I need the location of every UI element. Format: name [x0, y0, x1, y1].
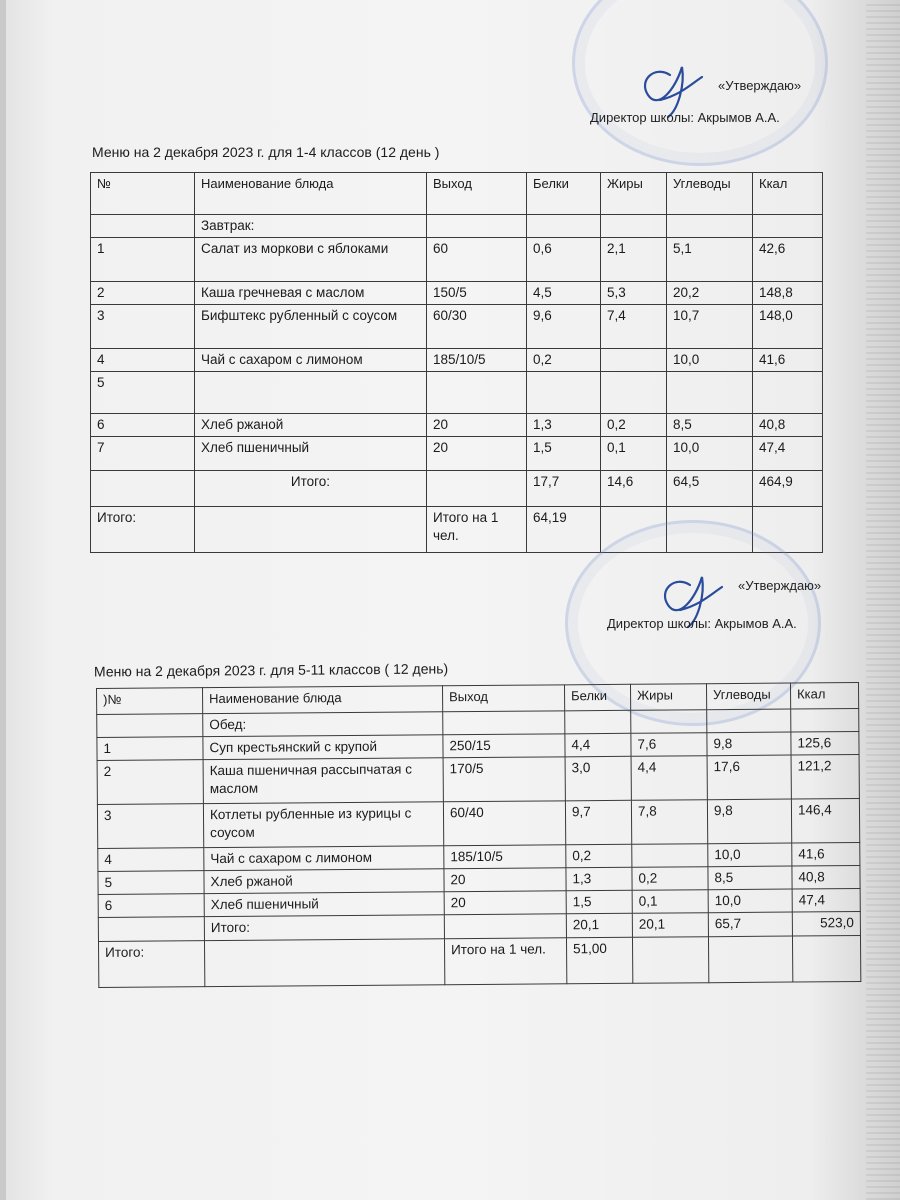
- portion: 20: [427, 414, 527, 437]
- table-row: [91, 305, 823, 349]
- row-number: 2: [97, 760, 203, 805]
- meal-label: Завтрак:: [195, 215, 427, 238]
- carbs: 20,2: [667, 282, 753, 305]
- kcal: 125,6: [791, 732, 859, 756]
- dish-name: Чай с сахаром с лимоном: [204, 846, 444, 871]
- meal-label: Обед:: [203, 712, 443, 737]
- protein: 3,0: [565, 756, 631, 801]
- dish-name: Хлеб пшеничный: [204, 892, 444, 917]
- header-cell: Выход: [442, 685, 564, 712]
- subtotal-carbs: 64,5: [667, 471, 753, 507]
- protein: 0,6: [527, 238, 601, 282]
- kcal: 47,4: [792, 889, 860, 913]
- kcal: 40,8: [792, 866, 860, 890]
- per-person-label: Итого на 1 чел.: [427, 507, 527, 553]
- protein: 9,6: [527, 305, 601, 349]
- fat: 0,2: [632, 867, 708, 891]
- carbs: [667, 372, 753, 414]
- page-scan-noise-right: [866, 0, 900, 1200]
- dish-name: Каша пшеничная рассыпчатая с маслом: [203, 758, 443, 804]
- director-name: Директор школы: Акрымов А.А.: [590, 110, 780, 125]
- carbs: 8,5: [667, 414, 753, 437]
- menu-title-grades-5-11: Меню на 2 декабря 2023 г. для 5-11 классов ( 12 день): [93, 660, 449, 680]
- portion: 60/30: [427, 305, 527, 349]
- dish-name: [195, 372, 427, 414]
- table-row: [91, 282, 823, 305]
- dish-name: Бифштекс рубленный с соусом: [195, 305, 427, 349]
- page-shadow-left: [0, 0, 6, 1200]
- kcal: 121,2: [791, 755, 859, 800]
- subtotal-label: Итого:: [204, 915, 444, 941]
- fat: 2,1: [601, 238, 667, 282]
- carbs: 17,6: [707, 755, 791, 800]
- protein: 1,5: [527, 437, 601, 471]
- header-cell: Углеводы: [667, 173, 753, 215]
- fat: 7,6: [631, 733, 707, 757]
- row-number: 4: [91, 349, 195, 372]
- dish-name: Чай с сахаром с лимоном: [195, 349, 427, 372]
- kcal: 40,8: [753, 414, 823, 437]
- row-number: 1: [97, 737, 203, 761]
- fat: 7,8: [631, 800, 707, 845]
- subtotal-carbs: 65,7: [708, 912, 792, 937]
- fat: 0,1: [601, 437, 667, 471]
- portion: 20: [444, 868, 566, 892]
- table-row: [91, 437, 823, 471]
- subtotal-protein: 20,1: [566, 913, 632, 938]
- subtotal-row: [91, 471, 823, 507]
- fat: 7,4: [601, 305, 667, 349]
- portion: 185/10/5: [444, 845, 566, 869]
- portion: 185/10/5: [427, 349, 527, 372]
- protein: [527, 372, 601, 414]
- dish-name: Салат из моркови с яблоками: [195, 238, 427, 282]
- kcal: 146,4: [791, 799, 859, 844]
- total-label: Итого:: [91, 507, 195, 553]
- portion: 60: [427, 238, 527, 282]
- approve-label: «Утверждаю»: [718, 78, 802, 93]
- protein: 1,3: [527, 414, 601, 437]
- portion: 60/40: [443, 801, 565, 846]
- meal-row: [91, 215, 823, 238]
- dish-name: Хлеб ржаной: [204, 869, 444, 894]
- kcal: [753, 372, 823, 414]
- carbs: 10,0: [667, 437, 753, 471]
- kcal: 148,8: [753, 282, 823, 305]
- carbs: 10,0: [667, 349, 753, 372]
- header-cell: Белки: [527, 173, 601, 215]
- row-number: 6: [91, 414, 195, 437]
- fat: [632, 844, 708, 868]
- portion: 150/5: [427, 282, 527, 305]
- portion: [427, 372, 527, 414]
- subtotal-kcal: 464,9: [753, 471, 823, 507]
- header-cell: Белки: [564, 684, 630, 711]
- header-cell: Углеводы: [706, 683, 790, 710]
- portion: 20: [444, 891, 566, 915]
- carbs: 8,5: [708, 866, 792, 890]
- kcal: 148,0: [753, 305, 823, 349]
- subtotal-label: Итого:: [195, 471, 427, 507]
- kcal: 47,4: [753, 437, 823, 471]
- subtotal-fat: 14,6: [601, 471, 667, 507]
- header-cell: Наименование блюда: [203, 686, 443, 714]
- portion: 250/15: [443, 734, 565, 758]
- per-person-value: 51,00: [566, 937, 632, 984]
- fat: 5,3: [601, 282, 667, 305]
- carbs: 10,0: [708, 843, 792, 867]
- menu-table-grades-1-4: [90, 172, 823, 553]
- header-cell: Выход: [427, 173, 527, 215]
- kcal: 41,6: [792, 843, 860, 867]
- header-cell: №: [91, 173, 195, 215]
- fat: [601, 349, 667, 372]
- carbs: 5,1: [667, 238, 753, 282]
- row-number: 2: [91, 282, 195, 305]
- carbs: 9,8: [707, 799, 791, 844]
- row-number: 3: [91, 305, 195, 349]
- fat: 0,1: [632, 890, 708, 914]
- subtotal-protein: 17,7: [527, 471, 601, 507]
- table-row: [91, 414, 823, 437]
- total-row: [98, 936, 860, 988]
- header-cell: Наименование блюда: [195, 173, 427, 215]
- subtotal-fat: 20,1: [632, 913, 708, 938]
- fat: 4,4: [631, 756, 707, 801]
- subtotal-kcal: 523,0: [792, 912, 860, 937]
- dish-name: Котлеты рубленные из курицы с соусом: [203, 802, 443, 848]
- header-cell: Ккал: [753, 173, 823, 215]
- table-row: [91, 372, 823, 414]
- fat: 0,2: [601, 414, 667, 437]
- table-header-row: [91, 173, 823, 215]
- protein: 1,3: [566, 867, 632, 891]
- protein: 0,2: [566, 844, 632, 868]
- table-row: [91, 238, 823, 282]
- protein: 4,4: [565, 733, 631, 757]
- carbs: 10,0: [708, 889, 792, 913]
- protein: 0,2: [527, 349, 601, 372]
- row-number: 6: [98, 894, 204, 918]
- header-cell: Жиры: [630, 684, 706, 711]
- protein: 4,5: [527, 282, 601, 305]
- row-number: 1: [91, 238, 195, 282]
- row-number: 5: [91, 372, 195, 414]
- row-number: 4: [98, 848, 204, 872]
- dish-name: Хлеб ржаной: [195, 414, 427, 437]
- protein: 1,5: [566, 890, 632, 914]
- portion: 20: [427, 437, 527, 471]
- director-name: Директор школы: Акрымов А.А.: [607, 616, 797, 631]
- dish-name: Каша гречневая с маслом: [195, 282, 427, 305]
- fat: [601, 372, 667, 414]
- table-row: [91, 349, 823, 372]
- kcal: 41,6: [753, 349, 823, 372]
- row-number: 5: [98, 871, 204, 895]
- row-number: 7: [91, 437, 195, 471]
- dish-name: Суп крестьянский с крупой: [203, 735, 443, 760]
- header-cell: )№: [97, 688, 203, 715]
- header-cell: Ккал: [790, 683, 858, 710]
- dish-name: Хлеб пшеничный: [195, 437, 427, 471]
- per-person-value: 64,19: [527, 507, 601, 553]
- table-row: [97, 799, 859, 849]
- menu-table-grades-5-11: [96, 682, 861, 988]
- menu-title-grades-1-4: Меню на 2 декабря 2023 г. для 1-4 классов (12 день ): [92, 144, 440, 160]
- carbs: 9,8: [707, 732, 791, 756]
- table-row: [97, 755, 859, 805]
- total-label: Итого:: [98, 941, 204, 988]
- portion: 170/5: [443, 757, 565, 802]
- approve-label: «Утверждаю»: [738, 578, 822, 593]
- kcal: 42,6: [753, 238, 823, 282]
- row-number: 3: [97, 804, 203, 849]
- header-cell: Жиры: [601, 173, 667, 215]
- carbs: 10,7: [667, 305, 753, 349]
- per-person-label: Итого на 1 чел.: [444, 938, 566, 985]
- protein: 9,7: [565, 800, 631, 845]
